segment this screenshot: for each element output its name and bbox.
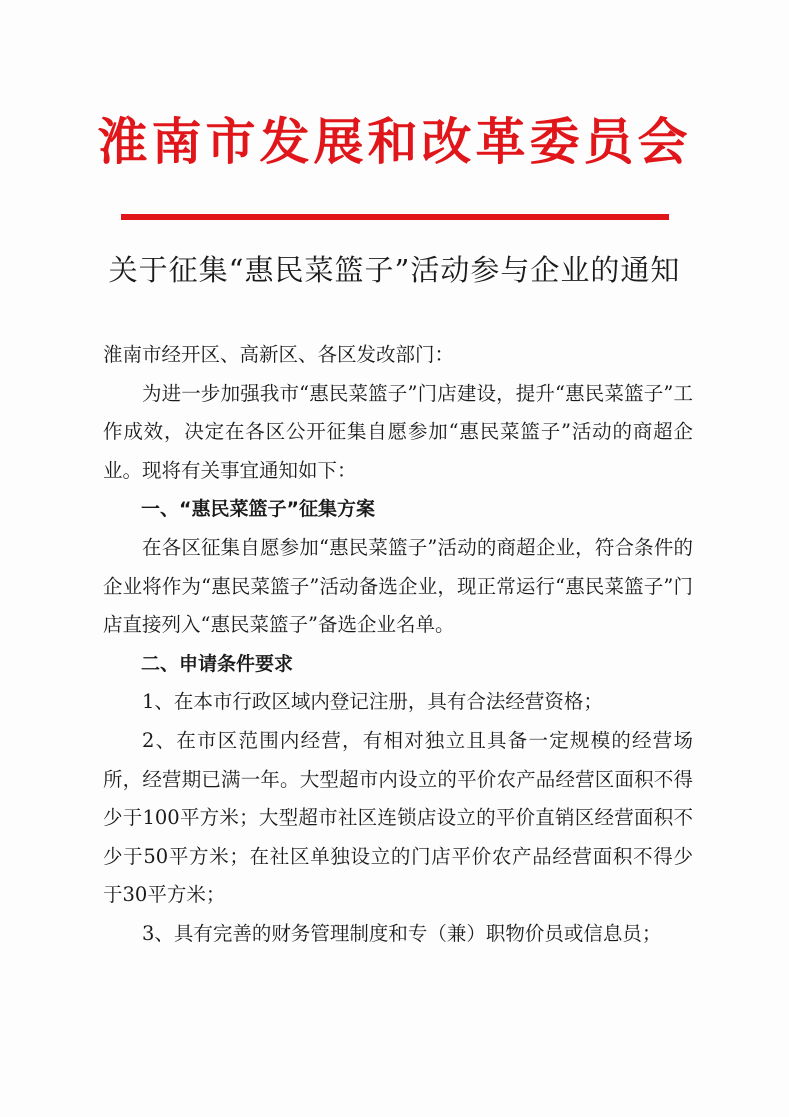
condition-2: 2、在市区范围内经营，有相对独立且具备一定规模的经营场所，经营期已满一年。大型超市内设立的平价农产品经营区面积不得少于100平方米；大型超市社区连锁店设立的平价直销区经营面积不少于50平方米；在社区单独设立的门店平价农产品经营面积不得少于30平方米； xyxy=(103,728,693,907)
section-2-heading: 二、申请条件要求 xyxy=(141,652,294,675)
condition-3: 3、具有完善的财务管理制度和专（兼）职物价员或信息员； xyxy=(142,921,662,945)
org-letterhead: 淮南市发展和改革委员会 xyxy=(97,112,692,171)
salutation: 淮南市经开区、高新区、各区发改部门： xyxy=(103,343,455,366)
condition-1: 1、在本市行政区域内登记注册，具有合法经营资格； xyxy=(142,690,603,714)
document-title: 关于征集“惠民菜篮子”活动参与企业的通知 xyxy=(108,253,681,287)
section-1-paragraph: 在各区征集自愿参加“惠民菜篮子”活动的商超企业，符合条件的企业将作为“惠民菜篮子”活动备选企业，现正常运行“惠民菜篮子”门店直接列入“惠民菜篮子”备选企业名单。 xyxy=(103,535,693,637)
section-1-heading: 一、“惠民菜篮子”征集方案 xyxy=(141,498,375,521)
intro-paragraph: 为进一步加强我市“惠民菜篮子”门店建设，提升“惠民菜篮子”工作成效，决定在各区公开征集自愿参加“惠民菜篮子”活动的商超企业。现将有关事宜通知如下： xyxy=(103,381,693,482)
letterhead-red-rule xyxy=(121,214,669,220)
document-body xyxy=(103,336,693,954)
